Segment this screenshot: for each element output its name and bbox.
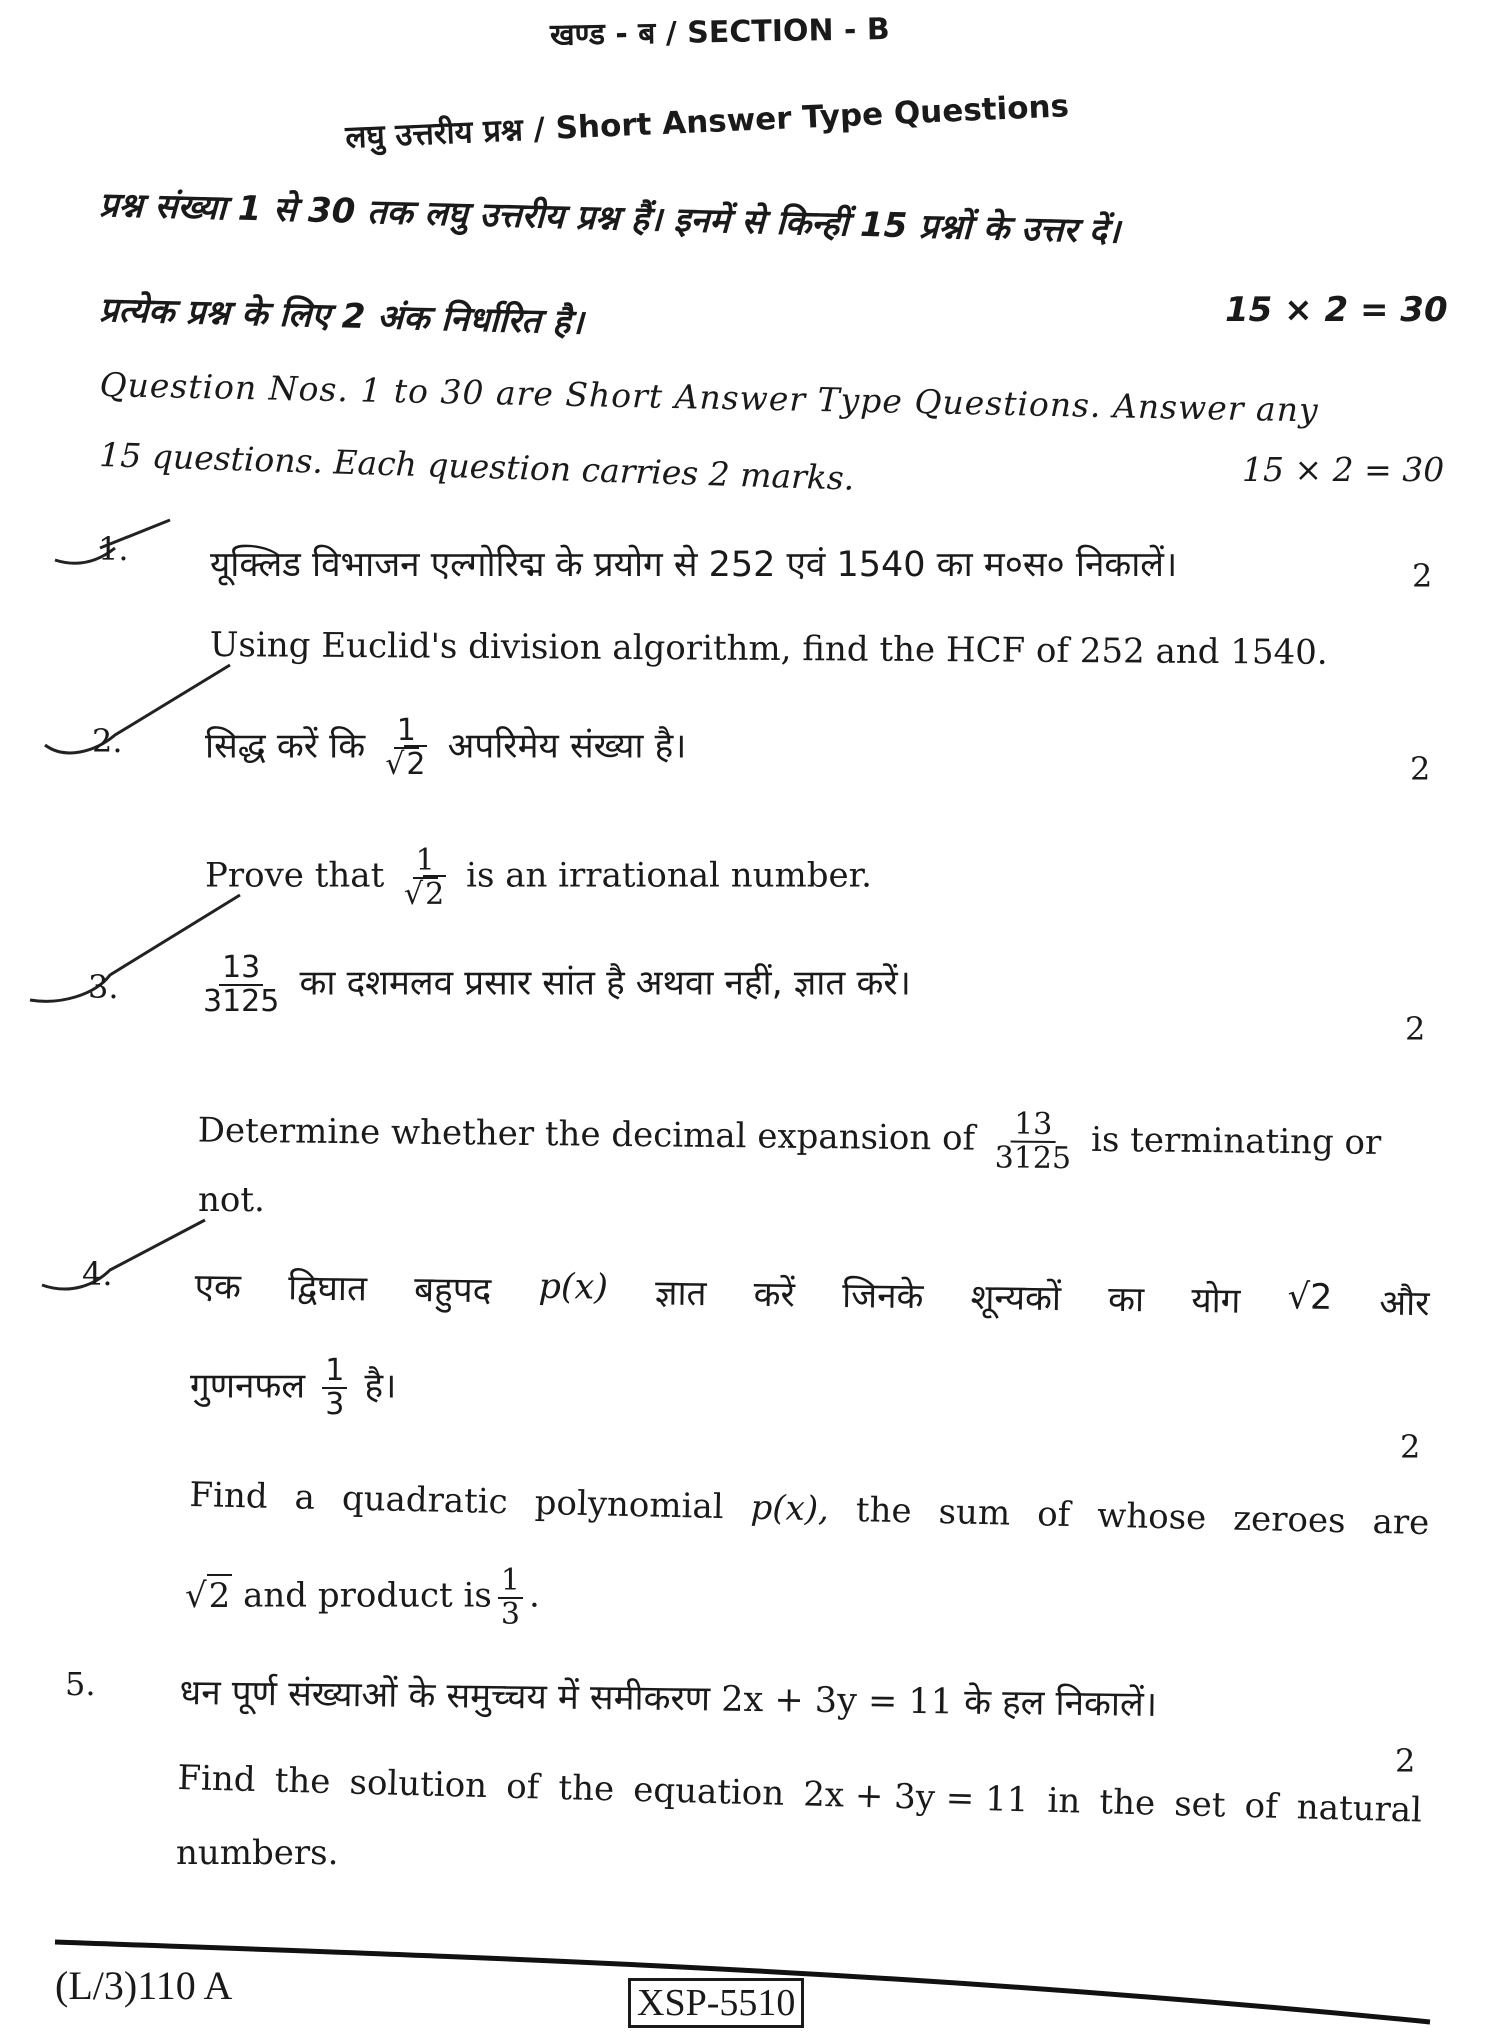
text: का दशमलव प्रसार सांत है अथवा नहीं, ज्ञात करें।: [299, 963, 911, 1004]
math-expression: p(x): [538, 1266, 609, 1308]
question-number: 5.: [65, 1665, 96, 1703]
word: का: [1107, 1279, 1145, 1321]
text: गुणनफल: [190, 1366, 306, 1407]
word: a: [294, 1477, 316, 1518]
text: है।: [364, 1366, 397, 1407]
word: जिनके: [841, 1276, 924, 1318]
word: whose: [1096, 1495, 1207, 1539]
word: द्विघात: [287, 1268, 368, 1310]
square-root: √2: [185, 1575, 231, 1616]
word: बहुपद: [413, 1270, 492, 1312]
word: the: [1098, 1782, 1156, 1824]
word: are: [1372, 1501, 1430, 1544]
question-marks: 2: [1395, 1742, 1416, 1780]
word: ज्ञात: [654, 1273, 707, 1315]
question-number: 1.: [98, 530, 129, 568]
text: के हल निकालें।: [963, 1682, 1158, 1725]
separator: /: [665, 15, 678, 51]
numerator: 1: [394, 715, 419, 749]
radicand: 2: [425, 876, 445, 912]
numerator: 1: [322, 1355, 347, 1389]
denominator: 3125: [994, 1139, 1072, 1176]
word: the: [274, 1760, 331, 1802]
text: and product is: [243, 1575, 492, 1616]
word: quadratic: [341, 1478, 509, 1523]
word: sum: [938, 1491, 1011, 1534]
word: of: [1036, 1494, 1071, 1535]
series-code-box: XSP-5510: [628, 1978, 804, 2028]
word: zeroes: [1232, 1498, 1347, 1542]
instructions-english-marks: 15 × 2 = 30: [1242, 450, 1445, 489]
word: Find: [189, 1475, 269, 1517]
word: in: [1047, 1780, 1081, 1822]
denominator: 3: [500, 1596, 520, 1632]
word: the: [557, 1767, 615, 1810]
word: करें: [753, 1274, 796, 1316]
math-expression: √2: [1287, 1277, 1333, 1318]
word: शून्यकों: [970, 1277, 1062, 1320]
question-number: 4.: [82, 1255, 113, 1293]
equation: 2x + 3y = 11: [720, 1679, 954, 1723]
instructions-hindi-line2: प्रत्येक प्रश्न के लिए 2 अंक निर्धारित है।: [98, 289, 584, 343]
word: equation: [632, 1769, 785, 1814]
word: और: [1379, 1283, 1430, 1325]
numerator: 1: [498, 1565, 523, 1599]
separator: /: [532, 111, 546, 148]
instructions-hindi-marks: 15 × 2 = 30: [1225, 290, 1448, 330]
text: Determine whether the decimal expansion of: [197, 1110, 976, 1159]
section-title-hindi: खण्ड - ब: [549, 16, 656, 53]
section-title-english: SECTION - B: [686, 12, 891, 51]
question-3-english-line2: not.: [198, 1180, 265, 1220]
text: Prove that: [205, 855, 385, 896]
text: is terminating or: [1090, 1119, 1382, 1163]
subtitle-english: Short Answer Type Questions: [554, 88, 1070, 147]
numerator: 1: [413, 845, 438, 879]
text: .: [528, 1575, 540, 1616]
question-marks: 2: [1400, 1428, 1421, 1466]
text: धन पूर्ण संख्याओं के समुच्चय में समीकरण: [179, 1672, 711, 1720]
question-number: 3.: [88, 968, 119, 1006]
word: of: [505, 1766, 540, 1808]
text: अपरिमेय संख्या है।: [447, 726, 687, 767]
text: is an irrational number.: [466, 855, 872, 896]
word: योग: [1191, 1280, 1241, 1322]
question-1-english: Using Euclid's division algorithm, find the HCF of 252 and 1540.: [209, 625, 1328, 673]
question-marks: 2: [1405, 1010, 1426, 1048]
text: सिद्ध करें कि: [205, 726, 366, 767]
numerator: 13: [1011, 1109, 1056, 1143]
question-marks: 2: [1412, 557, 1433, 595]
denominator: 3125: [203, 983, 280, 1019]
numerator: 13: [219, 952, 263, 986]
word: solution: [349, 1762, 488, 1807]
word: natural: [1296, 1787, 1423, 1831]
word: of: [1244, 1785, 1279, 1827]
equation: 2x + 3y = 11: [802, 1774, 1029, 1821]
word: the: [855, 1490, 913, 1532]
instructions-english-line1: Question Nos. 1 to 30 are Short Answer Type Questions. Answer any: [99, 365, 1320, 430]
denominator: √2: [385, 746, 426, 782]
math-expression: p(x),: [750, 1487, 830, 1530]
word: set: [1173, 1784, 1227, 1826]
subtitle-hindi: लघु उत्तरीय प्रश्न: [344, 112, 524, 156]
word: एक: [194, 1266, 242, 1308]
instructions-english-line2: 15 questions. Each question carries 2 marks.: [98, 435, 855, 498]
word: polynomial: [534, 1482, 725, 1528]
denominator: 3: [325, 1386, 345, 1422]
radicand: 2: [208, 1575, 231, 1616]
paper-code: (L/3)110 A: [55, 1963, 233, 2008]
question-1-hindi: यूक्लिड विभाजन एल्गोरिद्म के प्रयोग से 252 एवं 1540 का म०स० निकालें।: [210, 545, 1178, 585]
question-number: 2.: [92, 722, 123, 760]
radicand: 2: [406, 746, 426, 782]
question-5-english-line2: numbers.: [176, 1833, 339, 1873]
word: Find: [176, 1758, 257, 1801]
instructions-hindi-line1: प्रश्न संख्या 1 से 30 तक लघु उत्तरीय प्रश्न हैं। इनमें से किन्हीं 15 प्रश्नों के उत्तर दें।: [98, 184, 1121, 252]
question-marks: 2: [1410, 750, 1431, 788]
denominator: √2: [404, 876, 445, 912]
